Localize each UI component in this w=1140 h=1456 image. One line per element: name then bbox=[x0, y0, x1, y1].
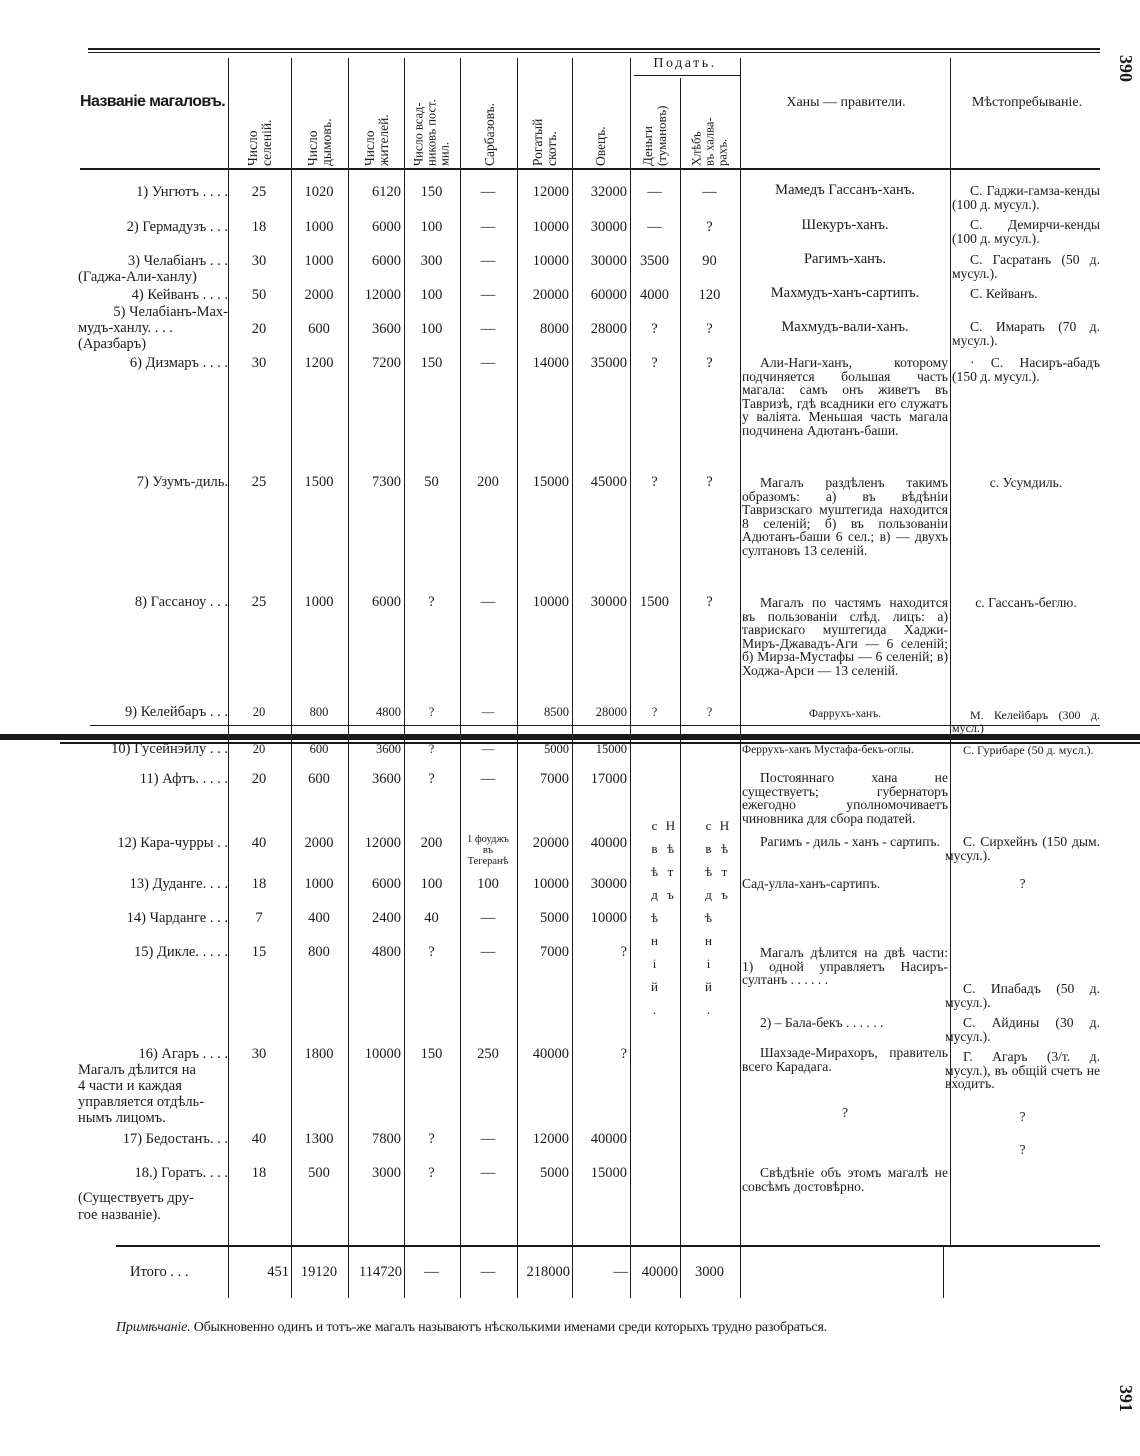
row-name-line: (Аразбаръ) bbox=[78, 336, 147, 352]
header-cattle: Рогатый скотъ. bbox=[530, 118, 559, 166]
header-villages: Число селеній. bbox=[245, 119, 274, 166]
totals-cell: — bbox=[424, 1264, 439, 1280]
page-number-top: 390 bbox=[1116, 55, 1136, 82]
table-cell bbox=[682, 740, 737, 758]
footnote-text: Обыкновенно одинъ и тотъ-же магалъ называютъ нѣсколькими именами среди которыхъ трудно разобраться. bbox=[190, 1320, 827, 1335]
totals-cell: 40000 bbox=[641, 1264, 678, 1280]
table-cell: 12000 bbox=[364, 835, 401, 851]
khan-entry: Фаррухъ-ханъ. bbox=[808, 708, 882, 720]
table-cell: — bbox=[480, 1131, 496, 1147]
footnote-label: Примѣчаніе. bbox=[116, 1320, 191, 1335]
table-cell: 3000 bbox=[372, 1165, 401, 1181]
table-cell: — bbox=[702, 184, 717, 200]
row-name-line: 8) Гассаноу . . . bbox=[134, 594, 228, 610]
residence-entry: С. Гаджи-гамза-кенды (100 д. мусул.). bbox=[952, 183, 1100, 212]
table-row-name bbox=[78, 355, 228, 371]
table-cell: — bbox=[480, 910, 496, 926]
table-cell: 25 bbox=[251, 594, 267, 610]
table-cell: 18 bbox=[251, 1165, 267, 1181]
table-row-name bbox=[78, 704, 228, 720]
column-divider bbox=[572, 58, 573, 1245]
row-name-line: 2) Гермадузъ . . . bbox=[126, 219, 228, 235]
table-cell: 7000 bbox=[540, 771, 569, 787]
table-cell: 30 bbox=[251, 253, 267, 269]
table-cell: 3600 bbox=[376, 742, 401, 756]
row-name-line: 10) Гусейнэйлу . . . bbox=[111, 741, 228, 757]
table-cell: 2000 bbox=[304, 287, 334, 303]
table-cell: 100 bbox=[477, 876, 499, 892]
row-name-line: 17) Бедостанъ. . . bbox=[122, 1131, 228, 1147]
table-cell: ? bbox=[620, 944, 627, 960]
table-cell: ? bbox=[706, 594, 713, 610]
table-cell: 30 bbox=[251, 1046, 267, 1062]
table-cell: 90 bbox=[702, 253, 717, 269]
table-row-name bbox=[78, 1131, 228, 1147]
table-row-name bbox=[78, 594, 228, 610]
table-cell: ? bbox=[706, 474, 713, 490]
table-cell: 17000 bbox=[590, 771, 627, 787]
table-row-name bbox=[78, 287, 228, 303]
table-cell: 150 bbox=[420, 1046, 443, 1062]
residence-entry: · С. Насиръ-абадъ (150 д. мусул.). bbox=[952, 355, 1100, 384]
table-cell bbox=[682, 1164, 737, 1182]
table-cell: 1000 bbox=[304, 876, 334, 892]
table-cell: 8500 bbox=[544, 705, 569, 719]
totals-cell: 19120 bbox=[300, 1264, 338, 1280]
column-divider bbox=[460, 58, 461, 1245]
table-cell: 20 bbox=[252, 742, 266, 756]
totals-cell: 3000 bbox=[695, 1264, 724, 1280]
table-cell: 40000 bbox=[590, 1131, 627, 1147]
table-cell: 12000 bbox=[532, 184, 569, 200]
table-cell: 7800 bbox=[372, 1131, 401, 1147]
table-cell: — bbox=[480, 594, 496, 610]
residence-entry: С. Гасратанъ (50 д. мусул.). bbox=[952, 252, 1100, 281]
table-cell: ? bbox=[428, 742, 435, 756]
table-cell: 200 bbox=[420, 835, 443, 851]
row-name-line: 15) Дикле. . . . . bbox=[134, 944, 228, 960]
row-name-line: (Существуетъ дру- bbox=[78, 1190, 194, 1206]
table-cell: — bbox=[480, 287, 496, 303]
table-cell: 40 bbox=[424, 910, 439, 926]
khan-entry: Магалъ раздѣленъ такимъ образомъ: а) въ вѣдѣніи Тавризскаго муштегида находится 8 селеній; б) въ пользованіи Адютанъ-баши 6 сел.; в) — двухъ султановъ 13 селеній. bbox=[742, 475, 948, 558]
table-cell: 15000 bbox=[590, 1165, 627, 1181]
footnote bbox=[116, 1320, 827, 1336]
table-cell: 28000 bbox=[590, 321, 627, 337]
table-cell: 1000 bbox=[304, 253, 334, 269]
table-cell: ? bbox=[706, 321, 713, 337]
table-cell: 4800 bbox=[376, 705, 401, 719]
table-cell: 40000 bbox=[590, 835, 627, 851]
table-cell: 600 bbox=[308, 321, 330, 337]
row-name-line: 18.) Горатъ. . . . bbox=[134, 1165, 228, 1181]
table-cell: 45000 bbox=[590, 474, 627, 490]
header-inhabitants: Число жителей. bbox=[362, 114, 391, 166]
table-cell: 30000 bbox=[590, 594, 627, 610]
table-cell: 100 bbox=[420, 876, 443, 892]
table-cell: 25 bbox=[251, 474, 267, 490]
table-cell: 15000 bbox=[532, 474, 569, 490]
table-cell: — bbox=[481, 742, 495, 756]
row-name-line: 4 части и каждая bbox=[78, 1078, 182, 1094]
table-cell: 500 bbox=[308, 1165, 330, 1181]
table-cell: ? bbox=[706, 219, 713, 235]
table-cell: — bbox=[480, 219, 496, 235]
table-cell: ? bbox=[706, 355, 713, 371]
table-cell: 400 bbox=[308, 910, 330, 926]
header-horsemen: Число всад- никовъ пост. мил. bbox=[411, 99, 452, 166]
table-cell: 150 bbox=[420, 184, 443, 200]
column-divider bbox=[228, 58, 229, 1245]
table-cell: 20 bbox=[251, 321, 267, 337]
column-divider bbox=[680, 78, 681, 1245]
table-cell: ? bbox=[651, 321, 658, 337]
table-cell: ? bbox=[428, 1131, 435, 1147]
khan-entry: Шахзаде-Мирахоръ, правитель всего Карадага. bbox=[742, 1045, 948, 1074]
row-name-line: 7) Узумъ-диль. bbox=[136, 474, 228, 490]
table-cell: 10000 bbox=[532, 594, 569, 610]
header-tax-group: Подать. bbox=[653, 56, 717, 71]
table-cell: 7000 bbox=[540, 944, 569, 960]
residence-entry: С. Кейванъ. bbox=[970, 286, 1038, 301]
khan-entry: Магалъ по частямъ находится въ пользованіи слѣд. лицъ: а) таврискаго муштегида Хаджи-Миръ-Джавадъ-Аги — 6 селеній; б) Мирза-Мустафы — 6 селеній; в) Ходжа-Арси — 13 селеній. bbox=[742, 595, 948, 678]
totals-cell: — bbox=[480, 1264, 496, 1280]
top-rule-thin bbox=[88, 52, 1100, 53]
table-cell: 1500 bbox=[640, 594, 669, 610]
row-name-line: 16) Агаръ . . . . bbox=[138, 1046, 228, 1062]
table-cell: — bbox=[480, 253, 496, 269]
table-row-name bbox=[78, 474, 228, 490]
table-cell: 4800 bbox=[372, 944, 401, 960]
header-bread: Хлѣбъ въ халва- рахъ. bbox=[689, 117, 730, 166]
table-cell: 150 bbox=[420, 355, 443, 371]
top-rule bbox=[88, 48, 1100, 50]
totals-cell: 451 bbox=[267, 1264, 289, 1280]
table-cell: 7300 bbox=[372, 474, 401, 490]
table-cell: 6120 bbox=[372, 184, 401, 200]
khan-entry: 2) – Бала-бекъ . . . . . . bbox=[760, 1015, 884, 1030]
table-cell: ? bbox=[428, 944, 435, 960]
table-cell: 15000 bbox=[595, 742, 627, 756]
row-name-line: (Гаджа-Али-ханлу) bbox=[78, 269, 197, 285]
row-name-line: Магалъ дѣлится на bbox=[78, 1062, 196, 1078]
table-cell: 5000 bbox=[540, 910, 569, 926]
table-cell: 2000 bbox=[304, 835, 334, 851]
table-row-name bbox=[78, 184, 228, 200]
table-cell bbox=[632, 740, 677, 758]
table-cell bbox=[632, 1164, 677, 1182]
column-divider bbox=[943, 1247, 944, 1298]
table-cell: 1300 bbox=[304, 1131, 334, 1147]
row-name-line: 5) Челабіанъ-Мах- bbox=[113, 304, 228, 320]
row-name-line: 14) Чарданге . . . bbox=[126, 910, 228, 926]
table-cell: 60000 bbox=[590, 287, 627, 303]
khan-entry: Магалъ дѣлится на двѣ части: 1) одной управляетъ Насиръ-султанъ . . . . . . bbox=[742, 945, 948, 988]
table-cell: 40 bbox=[251, 1131, 267, 1147]
khan-entry: Свѣдѣніе объ этомъ магалѣ не совсѣмъ достовѣрно. bbox=[742, 1165, 948, 1194]
table-cell: 100 bbox=[420, 219, 443, 235]
table-cell: 35000 bbox=[590, 355, 627, 371]
table-cell: 600 bbox=[308, 771, 330, 787]
khan-entry: Али-Наги-ханъ, которому подчиняется большая часть магала: самъ онъ живетъ въ Тавризѣ, гдѣ всадники его служатъ у валіята. Меньшая часть магала подчинена Адютанъ-баши. bbox=[742, 355, 948, 438]
khan-entry: ? bbox=[841, 1105, 849, 1120]
table-cell: 30000 bbox=[590, 219, 627, 235]
table-cell: 50 bbox=[251, 287, 267, 303]
table-cell: ? bbox=[428, 594, 435, 610]
row-name-line: 12) Кара-чурры . . bbox=[117, 835, 228, 851]
table-row-name bbox=[78, 944, 228, 960]
row-name-line: 3) Челабіанъ . . . bbox=[127, 253, 228, 269]
table-cell: — bbox=[480, 1165, 496, 1181]
table-cell: — bbox=[481, 705, 495, 719]
table-cell: 800 bbox=[309, 705, 329, 719]
khan-entry: Постояннаго хана не существуетъ; губернаторъ ежегодно уполномочиваетъ чиновника для сбора податей. bbox=[742, 770, 948, 826]
table-cell: 3500 bbox=[640, 253, 669, 269]
table-cell bbox=[632, 770, 677, 788]
row-name-line: 13) Дуданге. . . . bbox=[129, 876, 228, 892]
row-name-line: 1) Унгютъ . . . . bbox=[136, 184, 228, 200]
residence-entry: С. Айдины (30 д. мусул.). bbox=[945, 1015, 1100, 1044]
table-cell: 6000 bbox=[372, 253, 401, 269]
table-cell: 30000 bbox=[590, 253, 627, 269]
column-divider bbox=[517, 58, 518, 1245]
residence-entry: Г. Агаръ (3/т. д. мусул.), въ общій счетъ не входитъ. bbox=[945, 1049, 1100, 1092]
table-cell: 50 bbox=[424, 474, 439, 490]
table-cell: 6000 bbox=[372, 219, 401, 235]
table-cell: 120 bbox=[698, 287, 721, 303]
table-cell: ? bbox=[428, 771, 435, 787]
totals-label: Итого . . . bbox=[130, 1264, 189, 1280]
table-cell: 40000 bbox=[532, 1046, 569, 1062]
table-cell: 32000 bbox=[590, 184, 627, 200]
table-cell: 2400 bbox=[372, 910, 401, 926]
row-name-line: нымъ лицомъ. bbox=[78, 1110, 166, 1126]
residence-entry: ? bbox=[1019, 1142, 1026, 1157]
table-cell: 7 bbox=[255, 910, 263, 926]
header-khans: Ханы — правители. bbox=[786, 95, 906, 110]
table-cell: ? bbox=[428, 1165, 435, 1181]
table-cell: 12000 bbox=[364, 287, 401, 303]
table-cell: 100 bbox=[420, 321, 443, 337]
table-cell: 18 bbox=[251, 219, 267, 235]
residence-entry: ? bbox=[1019, 876, 1026, 891]
table-cell: — bbox=[480, 184, 496, 200]
table-row-name bbox=[78, 219, 228, 235]
residence-entry: с. Усумдиль. bbox=[989, 475, 1063, 490]
table-cell: — bbox=[647, 219, 662, 235]
table-cell: 800 bbox=[308, 944, 330, 960]
residence-entry: с. Гассанъ-беглю. bbox=[975, 595, 1077, 610]
table-cell: 30 bbox=[251, 355, 267, 371]
table-cell: 20 bbox=[251, 771, 267, 787]
table-cell bbox=[682, 770, 737, 788]
table-cell: ? bbox=[651, 474, 658, 490]
table-cell: 25 bbox=[251, 184, 267, 200]
residence-entry: С. Имарать (70 д. мусул.). bbox=[952, 319, 1100, 348]
khan-entry: Сад-улла-ханъ-сартипъ. bbox=[742, 876, 881, 891]
khan-entry: Шекуръ-ханъ. bbox=[801, 217, 889, 233]
totals-cell: 114720 bbox=[359, 1264, 402, 1280]
row-name-line: 6) Дизмаръ . . . . bbox=[129, 355, 228, 371]
table-cell: 1000 bbox=[304, 219, 334, 235]
table-cell: — bbox=[480, 771, 496, 787]
table-cell: 14000 bbox=[532, 355, 569, 371]
residence-entry: М. Келейбаръ (300 д. мусл.) bbox=[952, 708, 1100, 735]
residence-entry: ? bbox=[1019, 1109, 1026, 1124]
table-row-name bbox=[78, 910, 228, 926]
khan-entry: Махмудъ-ханъ-сартипъ. bbox=[770, 285, 920, 301]
table-cell: 7200 bbox=[372, 355, 401, 371]
column-divider bbox=[740, 1247, 741, 1298]
table-cell: 1800 bbox=[304, 1046, 334, 1062]
totals-rule bbox=[116, 1245, 1100, 1247]
table-cell: 1000 bbox=[304, 594, 334, 610]
table-cell: 5000 bbox=[544, 742, 569, 756]
khan-entry: Рагимъ - диль - ханъ - сартипъ. bbox=[760, 834, 940, 849]
table-cell: 40 bbox=[251, 835, 267, 851]
table-cell: 1200 bbox=[304, 355, 334, 371]
table-cell: 1020 bbox=[304, 184, 334, 200]
table-row-name bbox=[78, 1165, 228, 1224]
header-name-column: Названіе магаловъ. bbox=[80, 93, 226, 110]
no-data-bread: Нѣтъ свѣдѣній. bbox=[701, 818, 732, 1025]
totals-cell: 218000 bbox=[526, 1264, 570, 1280]
table-cell: 200 bbox=[477, 474, 499, 490]
row-name-line: мудъ-ханлу. . . . bbox=[78, 320, 173, 336]
header-bottom-rule bbox=[80, 168, 1100, 170]
header-money: Деньги (тумановъ) bbox=[640, 105, 669, 166]
header-sarbaz: Сарбазовъ. bbox=[482, 102, 497, 166]
khan-entry: Мамедъ Гассанъ-ханъ. bbox=[775, 182, 915, 198]
table-row-name bbox=[78, 253, 228, 285]
table-cell: ? bbox=[651, 355, 658, 371]
table-cell: 12000 bbox=[532, 1131, 569, 1147]
table-cell: — bbox=[480, 321, 496, 337]
table-cell: 30000 bbox=[590, 876, 627, 892]
table-cell: — bbox=[480, 944, 496, 960]
table-cell: 600 bbox=[309, 742, 329, 756]
table-cell: 28000 bbox=[595, 705, 627, 719]
table-cell: 20000 bbox=[532, 835, 569, 851]
row-name-line: гое названіе). bbox=[78, 1207, 161, 1223]
table-cell: 3600 bbox=[372, 321, 401, 337]
table-cell: 10000 bbox=[532, 253, 569, 269]
no-data-money: Нѣтъ свѣдѣній. bbox=[647, 818, 678, 1025]
table-row-name bbox=[78, 1046, 228, 1126]
table-cell: 8000 bbox=[540, 321, 569, 337]
table-cell: ? bbox=[706, 705, 713, 719]
table-cell: 1 фоуджъ въ Тегеранѣ bbox=[466, 834, 509, 867]
header-sheep: Овецъ. bbox=[593, 126, 608, 166]
column-divider bbox=[740, 58, 741, 1245]
table-row-name bbox=[78, 876, 228, 892]
table-cell: ? bbox=[651, 705, 658, 719]
residence-entry: С. Сирхейнъ (150 дым. мусул.). bbox=[945, 834, 1100, 863]
column-divider bbox=[630, 58, 631, 1245]
table-cell: 15 bbox=[251, 944, 267, 960]
table-cell: 300 bbox=[420, 253, 443, 269]
residence-entry: С. Демирчи-кенды (100 д. мусул.). bbox=[952, 217, 1100, 246]
table-cell: 20 bbox=[252, 705, 266, 719]
column-divider bbox=[404, 58, 405, 1245]
table-row-name bbox=[78, 304, 228, 352]
table-cell: 10000 bbox=[532, 876, 569, 892]
table-cell: 3600 bbox=[372, 771, 401, 787]
tax-group-rule bbox=[634, 75, 740, 76]
khan-entry: Рагимъ-ханъ. bbox=[803, 251, 887, 267]
table-cell: 4000 bbox=[640, 287, 669, 303]
table-cell: 6000 bbox=[372, 876, 401, 892]
table-cell: 18 bbox=[251, 876, 267, 892]
residence-entry: С. Ипабадъ (50 д. мусул.). bbox=[945, 981, 1100, 1010]
table-cell: 10000 bbox=[590, 910, 627, 926]
page-number-bottom: 391 bbox=[1116, 1385, 1136, 1412]
table-cell: 1500 bbox=[304, 474, 334, 490]
table-cell: 250 bbox=[477, 1046, 499, 1062]
table-cell: 20000 bbox=[532, 287, 569, 303]
column-divider bbox=[348, 58, 349, 1245]
table-cell: — bbox=[480, 355, 496, 371]
row-name-line: 9) Келейбаръ . . . bbox=[124, 704, 228, 720]
table-cell: 100 bbox=[420, 287, 443, 303]
table-row-name bbox=[78, 771, 228, 787]
table-cell: 10000 bbox=[532, 219, 569, 235]
totals-cell: — bbox=[613, 1264, 628, 1280]
table-cell: ? bbox=[620, 1046, 627, 1062]
header-houses: Число дымовъ. bbox=[305, 118, 334, 166]
column-divider bbox=[291, 58, 292, 1245]
residence-entry: С. Гурибаре (50 д. мусл.). bbox=[963, 743, 1094, 757]
row-name-line: управляется отдѣль- bbox=[78, 1094, 205, 1110]
table-cell: 5000 bbox=[540, 1165, 569, 1181]
table-cell: 10000 bbox=[364, 1046, 401, 1062]
table-cell: ? bbox=[428, 705, 435, 719]
khan-entry: Махмудъ-вали-ханъ. bbox=[781, 319, 909, 335]
table-row-name bbox=[78, 835, 228, 851]
section-rule bbox=[90, 725, 1100, 726]
table-row-name bbox=[78, 741, 228, 757]
row-name-line: 11) Афтъ. . . . . bbox=[139, 771, 228, 787]
khan-entry: Феррухъ-ханъ Мустафа-бекъ-оглы. bbox=[742, 744, 914, 756]
header-residence: Мѣстопребываніе. bbox=[971, 95, 1083, 110]
table-cell: — bbox=[647, 184, 662, 200]
row-name-line: 4) Кейванъ . . . . bbox=[131, 287, 228, 303]
table-cell: 6000 bbox=[372, 594, 401, 610]
